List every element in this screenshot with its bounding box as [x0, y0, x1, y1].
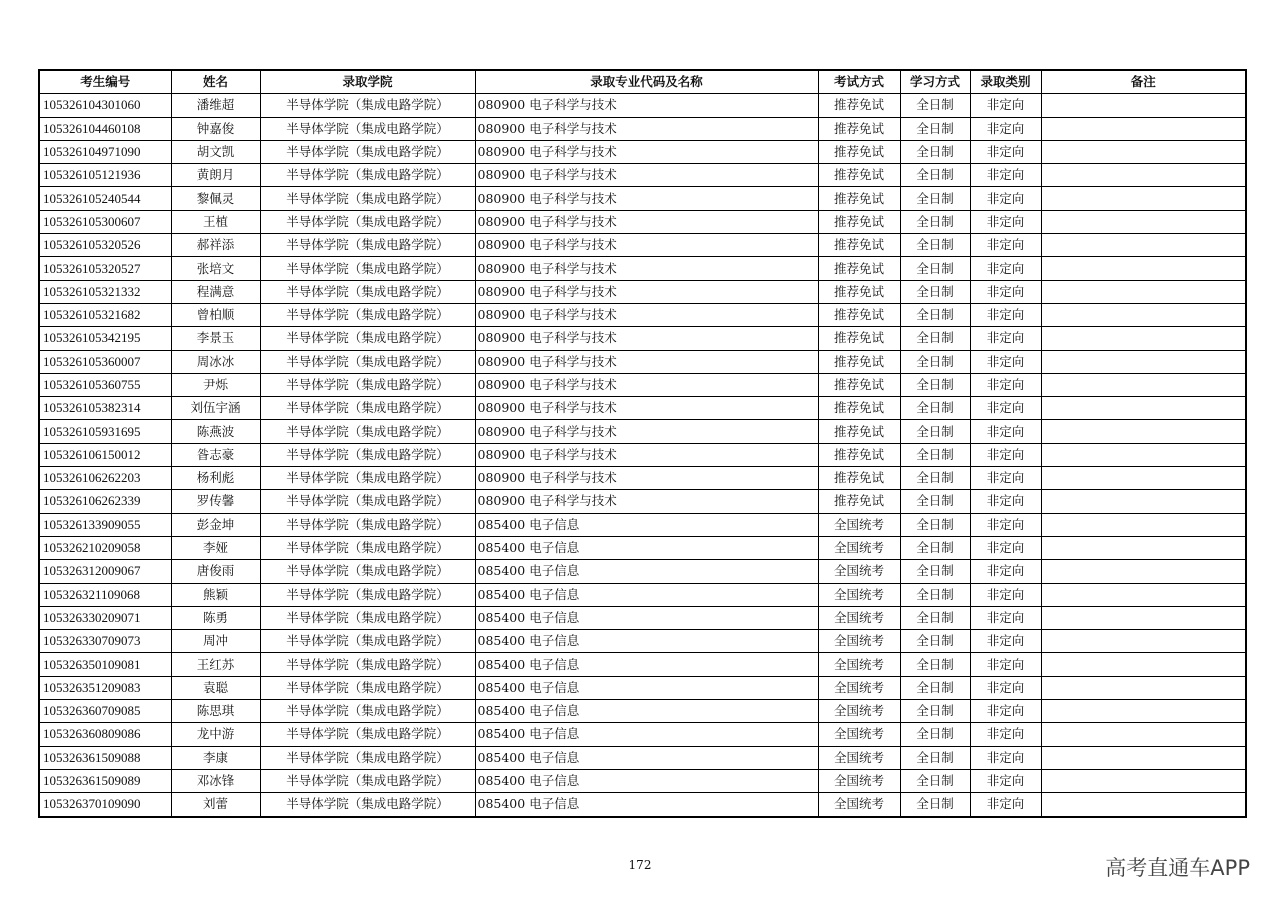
table-row: [39, 443, 1246, 466]
cell-study-mode: 全日制: [900, 117, 970, 140]
cell-name: 周冰冰: [171, 350, 260, 373]
cell-name: 陈燕波: [171, 420, 260, 443]
cell-study-mode: 全日制: [900, 700, 970, 723]
cell-candidate-id: 105326351209083: [39, 676, 171, 699]
cell-major: 080900 电子科学与技术: [475, 303, 818, 326]
cell-remarks: [1041, 327, 1246, 350]
cell-college: 半导体学院（集成电路学院）: [260, 676, 475, 699]
cell-exam-type: 全国统考: [818, 700, 900, 723]
cell-name: 黎佩灵: [171, 187, 260, 210]
cell-college: 半导体学院（集成电路学院）: [260, 397, 475, 420]
table-row: [39, 560, 1246, 583]
table-row: [39, 467, 1246, 490]
cell-admission-type: 非定向: [970, 769, 1041, 792]
cell-name: 龙中游: [171, 723, 260, 746]
cell-study-mode: 全日制: [900, 187, 970, 210]
cell-study-mode: 全日制: [900, 560, 970, 583]
cell-college: 半导体学院（集成电路学院）: [260, 700, 475, 723]
cell-remarks: [1041, 164, 1246, 187]
cell-candidate-id: 105326106262203: [39, 467, 171, 490]
cell-remarks: [1041, 630, 1246, 653]
cell-admission-type: 非定向: [970, 327, 1041, 350]
cell-study-mode: 全日制: [900, 513, 970, 536]
cell-study-mode: 全日制: [900, 606, 970, 629]
cell-candidate-id: 105326105320527: [39, 257, 171, 280]
cell-college: 半导体学院（集成电路学院）: [260, 210, 475, 233]
cell-name: 袁聪: [171, 676, 260, 699]
cell-major: 080900 电子科学与技术: [475, 94, 818, 117]
cell-remarks: [1041, 140, 1246, 163]
cell-college: 半导体学院（集成电路学院）: [260, 140, 475, 163]
cell-exam-type: 推荐免试: [818, 443, 900, 466]
cell-name: 彭金坤: [171, 513, 260, 536]
cell-remarks: [1041, 373, 1246, 396]
header-college: 录取学院: [260, 70, 475, 94]
cell-college: 半导体学院（集成电路学院）: [260, 187, 475, 210]
cell-admission-type: 非定向: [970, 257, 1041, 280]
table-row: [39, 257, 1246, 280]
cell-college: 半导体学院（集成电路学院）: [260, 536, 475, 559]
table-row: [39, 350, 1246, 373]
cell-exam-type: 推荐免试: [818, 373, 900, 396]
cell-study-mode: 全日制: [900, 630, 970, 653]
cell-college: 半导体学院（集成电路学院）: [260, 94, 475, 117]
cell-study-mode: 全日制: [900, 397, 970, 420]
cell-college: 半导体学院（集成电路学院）: [260, 257, 475, 280]
cell-study-mode: 全日制: [900, 420, 970, 443]
cell-college: 半导体学院（集成电路学院）: [260, 746, 475, 769]
cell-major: 085400 电子信息: [475, 630, 818, 653]
cell-study-mode: 全日制: [900, 164, 970, 187]
cell-candidate-id: 105326105320526: [39, 234, 171, 257]
cell-candidate-id: 105326105321682: [39, 303, 171, 326]
table-row: [39, 117, 1246, 140]
cell-candidate-id: 105326361509088: [39, 746, 171, 769]
cell-name: 程满意: [171, 280, 260, 303]
cell-name: 钟嘉俊: [171, 117, 260, 140]
cell-remarks: [1041, 397, 1246, 420]
cell-study-mode: 全日制: [900, 676, 970, 699]
cell-name: 周冲: [171, 630, 260, 653]
cell-college: 半导体学院（集成电路学院）: [260, 723, 475, 746]
cell-admission-type: 非定向: [970, 536, 1041, 559]
cell-remarks: [1041, 257, 1246, 280]
cell-exam-type: 全国统考: [818, 583, 900, 606]
cell-major: 080900 电子科学与技术: [475, 420, 818, 443]
cell-remarks: [1041, 606, 1246, 629]
cell-name: 尹烁: [171, 373, 260, 396]
cell-exam-type: 推荐免试: [818, 303, 900, 326]
cell-exam-type: 推荐免试: [818, 257, 900, 280]
table-row: [39, 490, 1246, 513]
cell-name: 黄朗月: [171, 164, 260, 187]
cell-college: 半导体学院（集成电路学院）: [260, 350, 475, 373]
cell-candidate-id: 105326105931695: [39, 420, 171, 443]
cell-admission-type: 非定向: [970, 560, 1041, 583]
cell-candidate-id: 105326105360007: [39, 350, 171, 373]
cell-admission-type: 非定向: [970, 653, 1041, 676]
cell-admission-type: 非定向: [970, 303, 1041, 326]
cell-major: 085400 电子信息: [475, 583, 818, 606]
header-name: 姓名: [171, 70, 260, 94]
cell-remarks: [1041, 513, 1246, 536]
cell-admission-type: 非定向: [970, 350, 1041, 373]
table-row: [39, 234, 1246, 257]
cell-study-mode: 全日制: [900, 327, 970, 350]
cell-name: 张培文: [171, 257, 260, 280]
cell-name: 王红苏: [171, 653, 260, 676]
cell-college: 半导体学院（集成电路学院）: [260, 327, 475, 350]
cell-admission-type: 非定向: [970, 467, 1041, 490]
cell-exam-type: 推荐免试: [818, 350, 900, 373]
cell-exam-type: 推荐免试: [818, 234, 900, 257]
cell-candidate-id: 105326330209071: [39, 606, 171, 629]
cell-name: 罗传馨: [171, 490, 260, 513]
table-row: [39, 140, 1246, 163]
table-row: [39, 583, 1246, 606]
cell-college: 半导体学院（集成电路学院）: [260, 769, 475, 792]
table-row: [39, 420, 1246, 443]
cell-candidate-id: 105326133909055: [39, 513, 171, 536]
cell-exam-type: 全国统考: [818, 793, 900, 817]
cell-admission-type: 非定向: [970, 234, 1041, 257]
cell-candidate-id: 105326370109090: [39, 793, 171, 817]
cell-exam-type: 推荐免试: [818, 327, 900, 350]
cell-remarks: [1041, 700, 1246, 723]
cell-remarks: [1041, 723, 1246, 746]
page-number: 172: [628, 858, 652, 872]
table-row: [39, 280, 1246, 303]
cell-exam-type: 全国统考: [818, 746, 900, 769]
cell-college: 半导体学院（集成电路学院）: [260, 234, 475, 257]
cell-study-mode: 全日制: [900, 443, 970, 466]
cell-college: 半导体学院（集成电路学院）: [260, 303, 475, 326]
cell-exam-type: 推荐免试: [818, 397, 900, 420]
cell-name: 潘维超: [171, 94, 260, 117]
cell-candidate-id: 105326312009067: [39, 560, 171, 583]
cell-college: 半导体学院（集成电路学院）: [260, 560, 475, 583]
cell-admission-type: 非定向: [970, 373, 1041, 396]
cell-major: 085400 电子信息: [475, 769, 818, 792]
table-row: [39, 700, 1246, 723]
cell-candidate-id: 105326105360755: [39, 373, 171, 396]
cell-remarks: [1041, 467, 1246, 490]
cell-remarks: [1041, 303, 1246, 326]
cell-college: 半导体学院（集成电路学院）: [260, 583, 475, 606]
cell-exam-type: 推荐免试: [818, 187, 900, 210]
cell-study-mode: 全日制: [900, 769, 970, 792]
cell-remarks: [1041, 234, 1246, 257]
table-row: [39, 210, 1246, 233]
cell-exam-type: 推荐免试: [818, 210, 900, 233]
cell-major: 085400 电子信息: [475, 700, 818, 723]
cell-remarks: [1041, 746, 1246, 769]
cell-remarks: [1041, 117, 1246, 140]
table-row: [39, 187, 1246, 210]
cell-admission-type: 非定向: [970, 397, 1041, 420]
header-admission-type: 录取类别: [970, 70, 1041, 94]
cell-name: 杨利彪: [171, 467, 260, 490]
cell-exam-type: 推荐免试: [818, 164, 900, 187]
cell-remarks: [1041, 793, 1246, 817]
cell-major: 080900 电子科学与技术: [475, 280, 818, 303]
cell-name: 唐俊雨: [171, 560, 260, 583]
cell-college: 半导体学院（集成电路学院）: [260, 420, 475, 443]
cell-major: 080900 电子科学与技术: [475, 373, 818, 396]
cell-college: 半导体学院（集成电路学院）: [260, 164, 475, 187]
cell-admission-type: 非定向: [970, 443, 1041, 466]
cell-remarks: [1041, 350, 1246, 373]
table-row: [39, 769, 1246, 792]
cell-major: 085400 电子信息: [475, 560, 818, 583]
table-row: [39, 746, 1246, 769]
cell-candidate-id: 105326105240544: [39, 187, 171, 210]
cell-admission-type: 非定向: [970, 676, 1041, 699]
cell-name: 李娅: [171, 536, 260, 559]
cell-study-mode: 全日制: [900, 653, 970, 676]
cell-major: 080900 电子科学与技术: [475, 350, 818, 373]
cell-study-mode: 全日制: [900, 793, 970, 817]
cell-candidate-id: 105326105382314: [39, 397, 171, 420]
cell-admission-type: 非定向: [970, 793, 1041, 817]
cell-remarks: [1041, 560, 1246, 583]
cell-candidate-id: 105326104460108: [39, 117, 171, 140]
cell-remarks: [1041, 536, 1246, 559]
cell-college: 半导体学院（集成电路学院）: [260, 653, 475, 676]
cell-study-mode: 全日制: [900, 94, 970, 117]
cell-exam-type: 推荐免试: [818, 490, 900, 513]
cell-candidate-id: 105326360709085: [39, 700, 171, 723]
cell-admission-type: 非定向: [970, 723, 1041, 746]
table-row: [39, 793, 1246, 817]
header-candidate-id: 考生编号: [39, 70, 171, 94]
cell-college: 半导体学院（集成电路学院）: [260, 490, 475, 513]
cell-study-mode: 全日制: [900, 257, 970, 280]
cell-name: 李康: [171, 746, 260, 769]
cell-admission-type: 非定向: [970, 420, 1041, 443]
cell-remarks: [1041, 676, 1246, 699]
table-row: [39, 723, 1246, 746]
cell-major: 085400 电子信息: [475, 606, 818, 629]
table-row: [39, 676, 1246, 699]
cell-name: 熊颖: [171, 583, 260, 606]
cell-admission-type: 非定向: [970, 606, 1041, 629]
cell-remarks: [1041, 583, 1246, 606]
cell-candidate-id: 105326361509089: [39, 769, 171, 792]
header-row: [39, 70, 1246, 94]
cell-admission-type: 非定向: [970, 583, 1041, 606]
table-row: [39, 630, 1246, 653]
cell-college: 半导体学院（集成电路学院）: [260, 117, 475, 140]
cell-major: 080900 电子科学与技术: [475, 467, 818, 490]
cell-candidate-id: 105326210209058: [39, 536, 171, 559]
cell-study-mode: 全日制: [900, 140, 970, 163]
cell-exam-type: 全国统考: [818, 536, 900, 559]
cell-major: 080900 电子科学与技术: [475, 117, 818, 140]
cell-exam-type: 推荐免试: [818, 467, 900, 490]
table-row: [39, 303, 1246, 326]
cell-name: 曾柏顺: [171, 303, 260, 326]
cell-major: 080900 电子科学与技术: [475, 327, 818, 350]
cell-admission-type: 非定向: [970, 164, 1041, 187]
admission-table: [38, 69, 1247, 818]
table-row: [39, 327, 1246, 350]
table-row: [39, 653, 1246, 676]
cell-major: 080900 电子科学与技术: [475, 164, 818, 187]
cell-study-mode: 全日制: [900, 723, 970, 746]
cell-admission-type: 非定向: [970, 280, 1041, 303]
table-row: [39, 513, 1246, 536]
cell-remarks: [1041, 769, 1246, 792]
cell-name: 刘蕾: [171, 793, 260, 817]
header-study-mode: 学习方式: [900, 70, 970, 94]
cell-exam-type: 推荐免试: [818, 94, 900, 117]
cell-college: 半导体学院（集成电路学院）: [260, 373, 475, 396]
cell-major: 085400 电子信息: [475, 793, 818, 817]
cell-major: 080900 电子科学与技术: [475, 187, 818, 210]
cell-remarks: [1041, 210, 1246, 233]
cell-exam-type: 全国统考: [818, 653, 900, 676]
cell-major: 080900 电子科学与技术: [475, 234, 818, 257]
cell-major: 085400 电子信息: [475, 746, 818, 769]
cell-name: 邓冰锋: [171, 769, 260, 792]
cell-admission-type: 非定向: [970, 513, 1041, 536]
cell-admission-type: 非定向: [970, 210, 1041, 233]
table-row: [39, 397, 1246, 420]
cell-exam-type: 全国统考: [818, 560, 900, 583]
cell-admission-type: 非定向: [970, 117, 1041, 140]
cell-exam-type: 全国统考: [818, 723, 900, 746]
cell-candidate-id: 105326350109081: [39, 653, 171, 676]
cell-study-mode: 全日制: [900, 583, 970, 606]
cell-study-mode: 全日制: [900, 490, 970, 513]
cell-college: 半导体学院（集成电路学院）: [260, 793, 475, 817]
cell-name: 陈勇: [171, 606, 260, 629]
cell-admission-type: 非定向: [970, 187, 1041, 210]
cell-study-mode: 全日制: [900, 303, 970, 326]
cell-name: 李景玉: [171, 327, 260, 350]
table-row: [39, 536, 1246, 559]
cell-major: 080900 电子科学与技术: [475, 257, 818, 280]
header-exam-type: 考试方式: [818, 70, 900, 94]
cell-remarks: [1041, 490, 1246, 513]
cell-remarks: [1041, 280, 1246, 303]
cell-admission-type: 非定向: [970, 630, 1041, 653]
cell-name: 昝志豪: [171, 443, 260, 466]
cell-exam-type: 推荐免试: [818, 117, 900, 140]
cell-candidate-id: 105326105342195: [39, 327, 171, 350]
cell-candidate-id: 105326105300607: [39, 210, 171, 233]
cell-exam-type: 推荐免试: [818, 420, 900, 443]
cell-major: 080900 电子科学与技术: [475, 140, 818, 163]
cell-study-mode: 全日制: [900, 746, 970, 769]
cell-study-mode: 全日制: [900, 350, 970, 373]
cell-candidate-id: 105326105121936: [39, 164, 171, 187]
table-row: [39, 94, 1246, 117]
cell-major: 085400 电子信息: [475, 653, 818, 676]
cell-candidate-id: 105326360809086: [39, 723, 171, 746]
cell-candidate-id: 105326321109068: [39, 583, 171, 606]
cell-study-mode: 全日制: [900, 467, 970, 490]
cell-remarks: [1041, 653, 1246, 676]
cell-college: 半导体学院（集成电路学院）: [260, 630, 475, 653]
cell-college: 半导体学院（集成电路学院）: [260, 606, 475, 629]
cell-admission-type: 非定向: [970, 490, 1041, 513]
cell-remarks: [1041, 443, 1246, 466]
cell-major: 080900 电子科学与技术: [475, 397, 818, 420]
cell-college: 半导体学院（集成电路学院）: [260, 443, 475, 466]
cell-candidate-id: 105326106150012: [39, 443, 171, 466]
cell-major: 080900 电子科学与技术: [475, 210, 818, 233]
cell-study-mode: 全日制: [900, 234, 970, 257]
cell-study-mode: 全日制: [900, 536, 970, 559]
cell-remarks: [1041, 94, 1246, 117]
cell-study-mode: 全日制: [900, 210, 970, 233]
cell-major: 085400 电子信息: [475, 723, 818, 746]
header-remarks: 备注: [1041, 70, 1246, 94]
watermark: 高考直通车APP: [1105, 856, 1250, 880]
cell-college: 半导体学院（集成电路学院）: [260, 513, 475, 536]
cell-admission-type: 非定向: [970, 140, 1041, 163]
cell-major: 080900 电子科学与技术: [475, 443, 818, 466]
cell-major: 085400 电子信息: [475, 536, 818, 559]
cell-study-mode: 全日制: [900, 373, 970, 396]
table-row: [39, 164, 1246, 187]
cell-name: 刘伍宇涵: [171, 397, 260, 420]
cell-name: 王植: [171, 210, 260, 233]
cell-name: 胡文凯: [171, 140, 260, 163]
cell-study-mode: 全日制: [900, 280, 970, 303]
cell-exam-type: 全国统考: [818, 769, 900, 792]
cell-candidate-id: 105326105321332: [39, 280, 171, 303]
cell-candidate-id: 105326104971090: [39, 140, 171, 163]
cell-college: 半导体学院（集成电路学院）: [260, 467, 475, 490]
cell-major: 085400 电子信息: [475, 513, 818, 536]
cell-major: 080900 电子科学与技术: [475, 490, 818, 513]
table-row: [39, 606, 1246, 629]
cell-admission-type: 非定向: [970, 94, 1041, 117]
cell-remarks: [1041, 187, 1246, 210]
cell-name: 陈思琪: [171, 700, 260, 723]
cell-remarks: [1041, 420, 1246, 443]
cell-exam-type: 推荐免试: [818, 280, 900, 303]
cell-admission-type: 非定向: [970, 746, 1041, 769]
cell-exam-type: 全国统考: [818, 630, 900, 653]
cell-admission-type: 非定向: [970, 700, 1041, 723]
cell-exam-type: 全国统考: [818, 676, 900, 699]
cell-candidate-id: 105326330709073: [39, 630, 171, 653]
cell-major: 085400 电子信息: [475, 676, 818, 699]
header-major: 录取专业代码及名称: [475, 70, 818, 94]
cell-candidate-id: 105326104301060: [39, 94, 171, 117]
cell-candidate-id: 105326106262339: [39, 490, 171, 513]
cell-college: 半导体学院（集成电路学院）: [260, 280, 475, 303]
cell-exam-type: 全国统考: [818, 606, 900, 629]
cell-exam-type: 推荐免试: [818, 140, 900, 163]
cell-exam-type: 全国统考: [818, 513, 900, 536]
table-row: [39, 373, 1246, 396]
cell-name: 郝祥添: [171, 234, 260, 257]
